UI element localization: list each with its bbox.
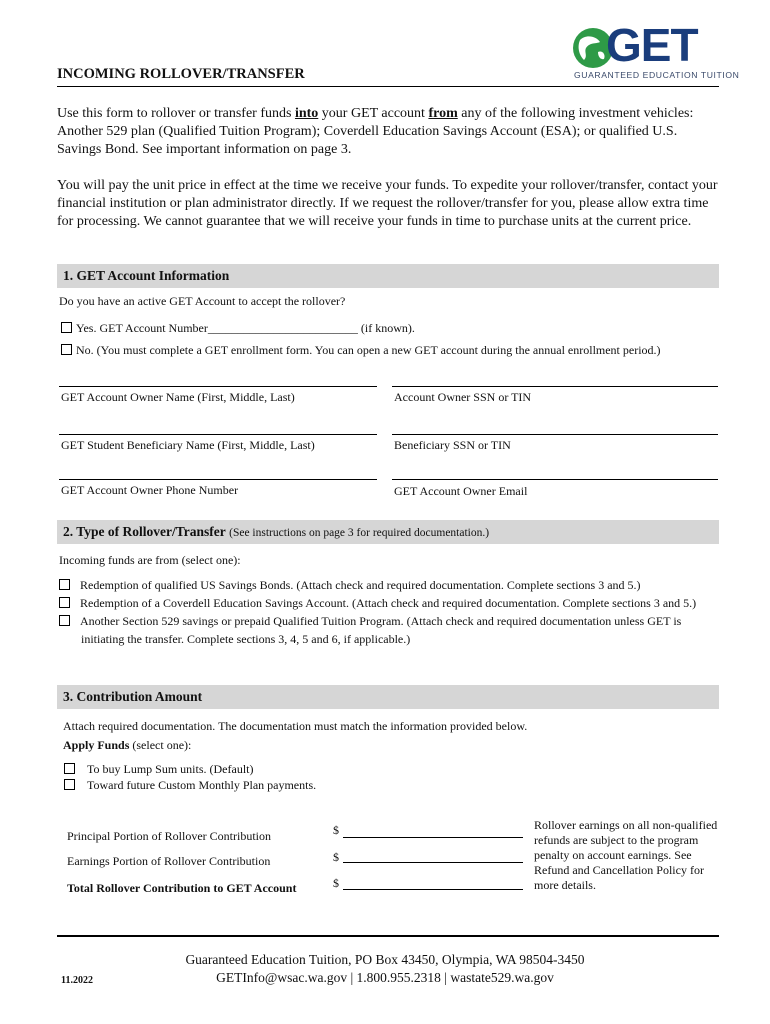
- intro-paragraph-1: Use this form to rollover or transfer funds into your GET account from any of the following investment vehicles: Another 529 plan (Qualified Tuition Program); Coverdell Education Savings Account (ESA); or qualified U.S. Savings Bond. See important information on page 3.: [57, 106, 694, 157]
- option-section-529[interactable]: Another Section 529 savings or prepaid Qualified Tuition Program. (Attach check and required documentation unless GET is: [59, 614, 681, 629]
- logo-wordmark: GET: [606, 19, 698, 71]
- beneficiary-name-field[interactable]: [59, 434, 377, 435]
- emphasis-into: into: [294, 106, 319, 121]
- owner-ssn-field[interactable]: [392, 386, 718, 387]
- owner-ssn-label: Account Owner SSN or TIN: [394, 390, 532, 404]
- account-question: Do you have an active GET Account to accept the rollover?: [59, 294, 346, 308]
- option-coverdell[interactable]: Redemption of a Coverdell Education Savings Account. (Attach check and required documentation. Complete sections 3 and 5.): [59, 596, 696, 611]
- section-2-title: 2. Type of Rollover/Transfer: [63, 524, 226, 539]
- principal-currency: $: [333, 823, 339, 837]
- beneficiary-name-label: GET Student Beneficiary Name (First, Middle, Last): [61, 438, 315, 452]
- section-529-checkbox[interactable]: [59, 615, 70, 626]
- revision-date: 11.2022: [61, 975, 93, 986]
- earnings-penalty-note: Rollover earnings on all non-qualified refunds are subject to the program penalty on account earnings. See Refund and Cancellation Policy for more details.: [534, 818, 718, 892]
- savings-bonds-checkbox[interactable]: [59, 579, 70, 590]
- no-checkbox[interactable]: [61, 344, 72, 355]
- principal-label: Principal Portion of Rollover Contribution: [67, 829, 271, 843]
- funds-prompt: Incoming funds are from (select one):: [59, 553, 241, 567]
- owner-name-label: GET Account Owner Name (First, Middle, Last): [61, 390, 295, 404]
- apply-funds-label: Apply Funds (select one):: [63, 738, 192, 752]
- section-1-header: [57, 264, 719, 288]
- lump-sum-checkbox[interactable]: [64, 763, 75, 774]
- option-savings-bonds[interactable]: Redemption of qualified US Savings Bonds. (Attach check and required documentation. Complete sections 3 and 5.): [59, 578, 641, 593]
- section-2-header: [57, 520, 719, 544]
- earnings-label: Earnings Portion of Rollover Contribution: [67, 854, 271, 868]
- option-lump-sum[interactable]: To buy Lump Sum units. (Default): [64, 762, 253, 777]
- coverdell-checkbox[interactable]: [59, 597, 70, 608]
- owner-phone-field[interactable]: [59, 479, 377, 480]
- beneficiary-ssn-label: Beneficiary SSN or TIN: [394, 438, 511, 452]
- form-title: INCOMING ROLLOVER/TRANSFER: [57, 66, 305, 82]
- section-1-title: 1. GET Account Information: [63, 268, 230, 283]
- section-3-title: 3. Contribution Amount: [63, 689, 203, 704]
- owner-phone-label: GET Account Owner Phone Number: [61, 483, 239, 497]
- title-divider: [57, 86, 719, 87]
- option-no[interactable]: No. (You must complete a GET enrollment form. You can open a new GET account during the annual enrollment period.): [61, 343, 661, 358]
- total-amount-field[interactable]: [343, 889, 523, 890]
- section-3-header: [57, 685, 719, 709]
- option-yes[interactable]: Yes. GET Account Number_________________________ (if known).: [61, 321, 415, 336]
- owner-name-field[interactable]: [59, 386, 377, 387]
- earnings-currency: $: [333, 850, 339, 864]
- total-label: Total Rollover Contribution to GET Account: [67, 881, 297, 895]
- option-future-payments[interactable]: Toward future Custom Monthly Plan payments.: [64, 778, 316, 793]
- beneficiary-ssn-field[interactable]: [392, 434, 718, 435]
- total-currency: $: [333, 876, 339, 890]
- owner-email-label: GET Account Owner Email: [394, 484, 528, 498]
- section-2-note: (See instructions on page 3 for required documentation.): [229, 527, 490, 539]
- documentation-note: Attach required documentation. The documentation must match the information provided below.: [63, 719, 528, 733]
- intro-paragraph-2: You will pay the unit price in effect at the time we receive your funds. To expedite your rollover/transfer, contact your financial institution or plan administrator directly. If we request the rollover/transfer for you, please allow extra time for processing. We cannot guarantee that we will receive your funds in time to purchase units at the current price.: [57, 178, 718, 229]
- footer-address: Guaranteed Education Tuition, PO Box 43450, Olympia, WA 98504-3450: [185, 952, 585, 967]
- section-529-continuation: initiating the transfer. Complete sections 3, 4, 5 and 6, if applicable.): [81, 632, 411, 646]
- principal-amount-field[interactable]: [343, 837, 523, 838]
- get-logo: [572, 19, 740, 82]
- logo-tagline: GUARANTEED EDUCATION TUITION: [574, 70, 740, 80]
- emphasis-from: from: [428, 106, 458, 121]
- yes-checkbox[interactable]: [61, 322, 72, 333]
- future-payments-checkbox[interactable]: [64, 779, 75, 790]
- earnings-amount-field[interactable]: [343, 862, 523, 863]
- footer-divider: [57, 935, 719, 937]
- footer-contact: GETInfo@wsac.wa.gov | 1.800.955.2318 | wastate529.wa.gov: [216, 970, 554, 985]
- owner-email-field[interactable]: [392, 479, 718, 480]
